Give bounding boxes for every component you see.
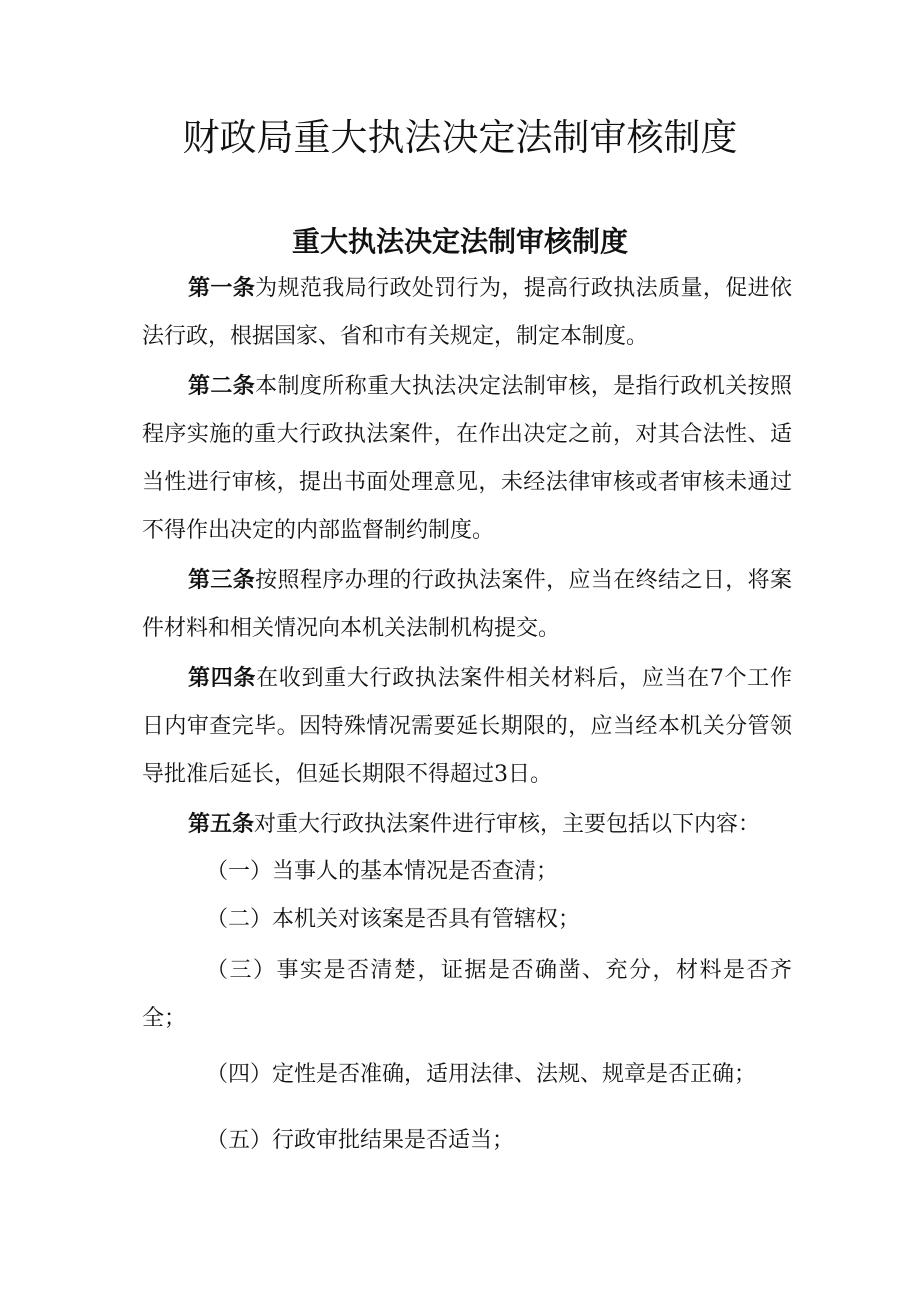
article-1-text: 为规范我局行政处罚行为，提高行政执法质量，促进依法行政，根据国家、省和市有关规定，制定本制度。	[142, 276, 792, 349]
article-3	[142, 556, 792, 653]
article-2-text: 本制度所称重大执法决定法制审核，是指行政机关按照程序实施的重大行政执法案件，在作出决定之前，对其合法性、适当性进行审核，提出书面处理意见，未经法律审核或者审核未通过不得作出决定的内部监督制约制度。	[142, 374, 792, 543]
list-item-3: （三）事实是否清楚，证据是否确凿、充分，材料是否齐全；	[142, 958, 792, 1031]
article-5	[142, 800, 792, 849]
list-item-2: （二）本机关对该案是否具有管辖权；	[206, 907, 581, 932]
list-item-5: （五）行政审批结果是否适当；	[206, 1128, 515, 1153]
article-1	[142, 264, 792, 361]
article-1-heading: 第一条	[188, 275, 256, 301]
article-5-text: 对重大行政执法案件进行审核，主要包括以下内容：	[254, 812, 761, 837]
article-2	[142, 362, 792, 555]
list-item-4: （四）定性是否准确，适用法律、法规、规章是否正确；	[206, 1062, 757, 1087]
page-title: 财政局重大执法决定法制审核制度	[182, 116, 738, 159]
article-4-text: 在收到重大行政执法案件相关材料后，应当在7个工作日内审查完毕。因特殊情况需要延长期限的，应当经本机关分管领导批准后延长，但延长期限不得超过3日。	[142, 666, 792, 787]
list-item-1: （一）当事人的基本情况是否查清；	[206, 859, 559, 884]
article-4-heading: 第四条	[188, 665, 257, 691]
article-3-text: 按照程序办理的行政执法案件，应当在终结之日，将案件材料和相关情况向本机关法制机构提交。	[142, 568, 792, 641]
article-3-heading: 第三条	[188, 567, 256, 593]
article-4	[142, 654, 792, 799]
section-title: 重大执法决定法制审核制度	[291, 225, 628, 258]
article-2-heading: 第二条	[188, 373, 256, 399]
article-5-heading: 第五条	[188, 811, 255, 837]
